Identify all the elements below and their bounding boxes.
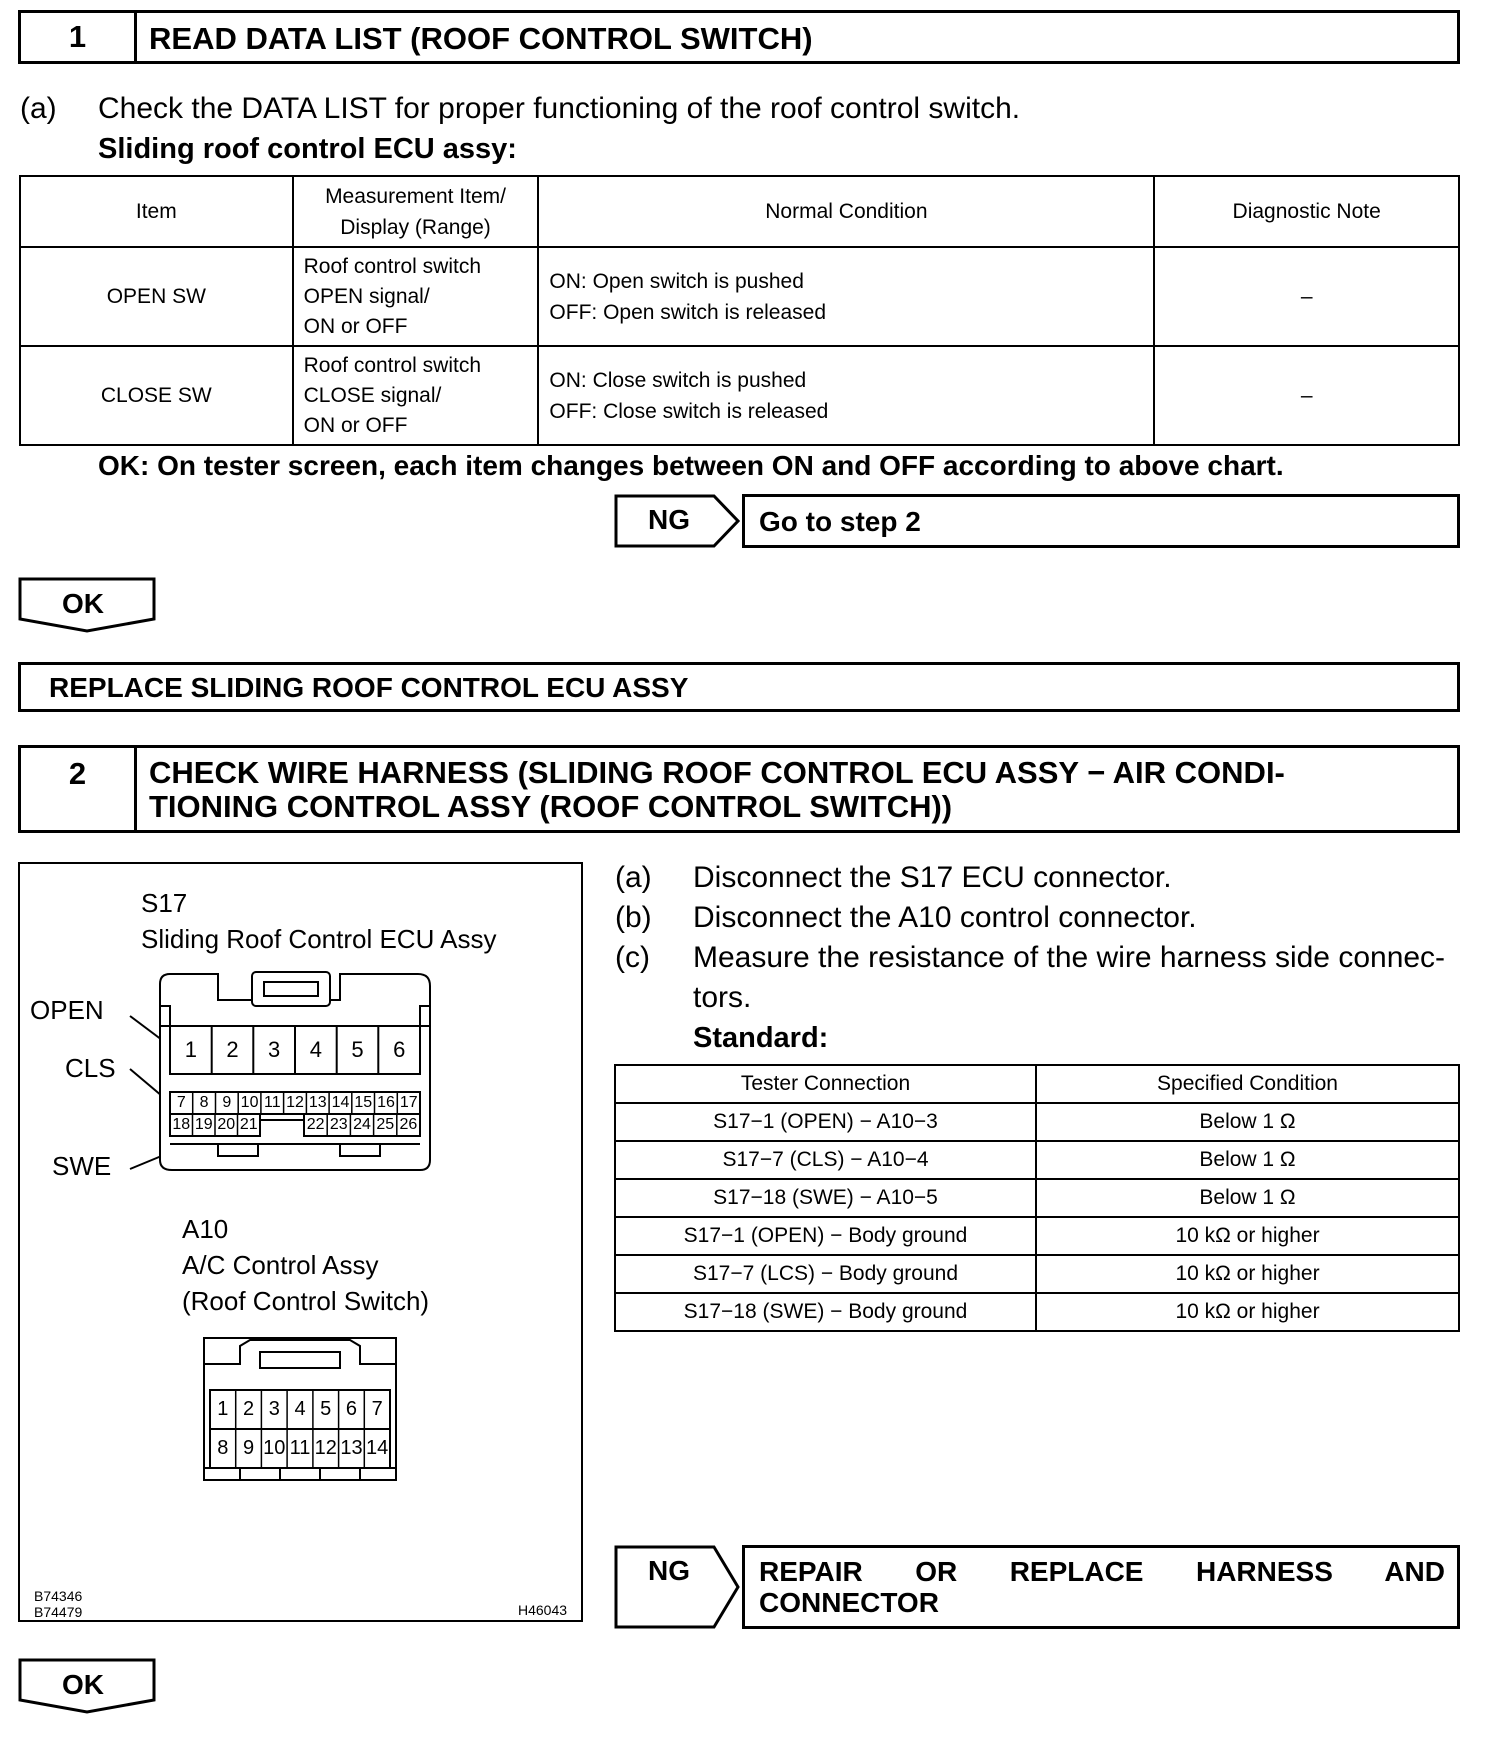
step1-title: READ DATA LIST (ROOF CONTROL SWITCH) bbox=[149, 21, 813, 56]
pin-number: 13 bbox=[308, 1094, 327, 1111]
pin-number: 22 bbox=[306, 1116, 325, 1133]
s17-connector bbox=[100, 964, 500, 1184]
pin-number: 20 bbox=[217, 1116, 236, 1133]
row-item: CLOSE SW bbox=[20, 346, 293, 445]
step2-title bbox=[149, 756, 1447, 824]
step2-ng-action bbox=[759, 1556, 1445, 1618]
step1-ng-action: Go to step 2 bbox=[759, 506, 921, 537]
row-measure-line2: CLOSE signal/ bbox=[303, 383, 442, 407]
step2-ng-action-line1: REPAIR OR REPLACE HARNESS AND bbox=[759, 1556, 1445, 1587]
step2-c-text-line1: Measure the resistance of the wire harness side connec- bbox=[693, 941, 1446, 974]
ref-code-2: B74479 bbox=[34, 1604, 83, 1620]
step1-ng-label: NG bbox=[648, 504, 690, 535]
row-condition: 10 kΩ or higher bbox=[1036, 1293, 1459, 1331]
row-item: OPEN SW bbox=[20, 247, 293, 346]
pin-number: 13 bbox=[340, 1437, 363, 1459]
row-condition bbox=[538, 346, 1154, 445]
row-condition: Below 1 Ω bbox=[1036, 1103, 1459, 1141]
step1-instruction: Check the DATA LIST for proper functioning of the roof control switch. bbox=[98, 92, 1021, 125]
row-measure-line1: Roof control switch bbox=[303, 353, 482, 377]
pin-number: 5 bbox=[320, 1398, 332, 1420]
pin-number: 4 bbox=[294, 1398, 306, 1420]
step2-header bbox=[18, 745, 1460, 833]
row-note: – bbox=[1154, 247, 1459, 346]
pin-label-cls: CLS bbox=[65, 1053, 116, 1083]
header-normal-condition: Normal Condition bbox=[538, 176, 1154, 247]
header-item: Item bbox=[20, 176, 293, 247]
row-connection: S17−1 (OPEN) − Body ground bbox=[615, 1217, 1036, 1255]
ref-code-3: H46043 bbox=[518, 1602, 568, 1618]
pin-number: 25 bbox=[376, 1116, 395, 1133]
pin-number: 11 bbox=[289, 1437, 311, 1459]
table-row bbox=[615, 1141, 1459, 1179]
a10-name-line1: A/C Control Assy bbox=[182, 1250, 379, 1280]
step2-a-label: (a) bbox=[615, 861, 652, 894]
step2-title-line2: TIONING CONTROL ASSY (ROOF CONTROL SWITCH)) bbox=[149, 789, 953, 824]
header-tester-connection: Tester Connection bbox=[615, 1065, 1036, 1103]
data-list-table bbox=[19, 175, 1460, 446]
replace-ecu-box[interactable] bbox=[18, 662, 1460, 712]
row-condition: 10 kΩ or higher bbox=[1036, 1255, 1459, 1293]
replace-ecu-text: REPLACE SLIDING ROOF CONTROL ECU ASSY bbox=[49, 672, 689, 703]
s17-code: S17 bbox=[141, 888, 188, 918]
pin-number: 7 bbox=[176, 1094, 186, 1111]
step2-a-text: Disconnect the S17 ECU connector. bbox=[693, 861, 1172, 894]
pin-number: 8 bbox=[217, 1437, 229, 1459]
pin-label-open: OPEN bbox=[30, 995, 104, 1025]
pin-number: 4 bbox=[309, 1037, 322, 1062]
row-measure-line2: OPEN signal/ bbox=[303, 284, 430, 308]
step1-subheading: Sliding roof control ECU assy: bbox=[98, 133, 517, 165]
step2-b-label: (b) bbox=[615, 901, 652, 934]
step1-instruction-label: (a) bbox=[20, 92, 57, 125]
table-row bbox=[615, 1103, 1459, 1141]
pin-number: 2 bbox=[226, 1037, 239, 1062]
pin-number: 10 bbox=[263, 1437, 286, 1459]
header-specified-condition: Specified Condition bbox=[1036, 1065, 1459, 1103]
a10-row1-pins bbox=[210, 1390, 390, 1429]
pin-number: 19 bbox=[194, 1116, 213, 1133]
row-connection: S17−7 (LCS) − Body ground bbox=[615, 1255, 1036, 1293]
pin-number: 10 bbox=[240, 1094, 259, 1111]
step2-ng-action-box[interactable] bbox=[742, 1545, 1460, 1629]
row-cond-line2: OFF: Open switch is released bbox=[549, 300, 827, 324]
connector-diagram bbox=[18, 862, 583, 1622]
pin-number: 12 bbox=[314, 1437, 337, 1459]
pin-number: 5 bbox=[351, 1037, 364, 1062]
step1-number: 1 bbox=[21, 13, 137, 61]
row-cond-line2: OFF: Close switch is released bbox=[549, 399, 829, 423]
row-measure-line3: ON or OFF bbox=[303, 314, 408, 338]
a10-row2-pins bbox=[210, 1429, 390, 1468]
pin-number: 17 bbox=[399, 1094, 418, 1111]
header-measurement-line1: Measurement Item/ bbox=[325, 184, 506, 208]
table-row bbox=[615, 1255, 1459, 1293]
s17-name: Sliding Roof Control ECU Assy bbox=[141, 924, 497, 954]
a10-name-line2: (Roof Control Switch) bbox=[182, 1286, 430, 1316]
step1-ok-label: OK bbox=[62, 588, 104, 619]
header-measurement-line2: Display (Range) bbox=[340, 215, 491, 239]
step2-c-text-line2: tors. bbox=[693, 981, 752, 1014]
row-condition: Below 1 Ω bbox=[1036, 1179, 1459, 1217]
pin-label-swe: SWE bbox=[52, 1151, 112, 1181]
standard-label: Standard: bbox=[693, 1022, 829, 1054]
header-measurement bbox=[293, 176, 539, 247]
table-row bbox=[20, 247, 1459, 346]
pin-number: 11 bbox=[264, 1094, 281, 1111]
step2-c-label: (c) bbox=[615, 941, 650, 974]
step1-header bbox=[18, 10, 1460, 64]
s17-row1-pins bbox=[170, 1026, 420, 1074]
table-header-row bbox=[615, 1065, 1459, 1103]
row-measure-line1: Roof control switch bbox=[303, 254, 482, 278]
s17-row2-pins bbox=[170, 1092, 420, 1114]
row-cond-line1: ON: Close switch is pushed bbox=[549, 368, 807, 392]
step2-ok-label: OK bbox=[62, 1669, 104, 1700]
resistance-table bbox=[614, 1064, 1460, 1332]
pin-number: 7 bbox=[371, 1398, 383, 1420]
row-connection: S17−1 (OPEN) − A10−3 bbox=[615, 1103, 1036, 1141]
row-cond-line1: ON: Open switch is pushed bbox=[549, 269, 804, 293]
table-row bbox=[20, 346, 1459, 445]
pin-number: 24 bbox=[353, 1116, 371, 1133]
table-header-row bbox=[20, 176, 1459, 247]
row-condition bbox=[538, 247, 1154, 346]
a10-code: A10 bbox=[182, 1214, 229, 1244]
table-row bbox=[615, 1217, 1459, 1255]
pin-number: 14 bbox=[366, 1437, 389, 1459]
row-note: – bbox=[1154, 346, 1459, 445]
pin-number: 12 bbox=[286, 1094, 304, 1111]
pin-number: 3 bbox=[268, 1398, 280, 1420]
table-row bbox=[615, 1179, 1459, 1217]
pin-number: 16 bbox=[377, 1094, 395, 1111]
pin-number: 8 bbox=[199, 1094, 209, 1111]
pin-number: 26 bbox=[399, 1116, 418, 1133]
step2-title-line1: CHECK WIRE HARNESS (SLIDING ROOF CONTROL ECU ASSY − AIR CONDI- bbox=[149, 755, 1285, 790]
s17-row3-pins-right bbox=[304, 1114, 420, 1136]
row-measurement bbox=[293, 247, 539, 346]
row-measurement bbox=[293, 346, 539, 445]
pin-number: 9 bbox=[222, 1094, 232, 1111]
ref-code-1: B74346 bbox=[34, 1588, 83, 1604]
pin-number: 14 bbox=[331, 1094, 350, 1111]
row-condition: 10 kΩ or higher bbox=[1036, 1217, 1459, 1255]
pin-number: 2 bbox=[243, 1398, 255, 1420]
step2-ng-label: NG bbox=[648, 1555, 690, 1586]
pin-number: 1 bbox=[184, 1037, 197, 1062]
pin-number: 6 bbox=[345, 1398, 358, 1420]
header-diagnostic-note: Diagnostic Note bbox=[1154, 176, 1459, 247]
pin-number: 9 bbox=[243, 1437, 255, 1459]
pin-number: 23 bbox=[329, 1116, 348, 1133]
row-connection: S17−18 (SWE) − A10−5 bbox=[615, 1179, 1036, 1217]
step1-ok-criteria: OK: On tester screen, each item changes between ON and OFF according to above chart. bbox=[98, 450, 1284, 481]
row-condition: Below 1 Ω bbox=[1036, 1141, 1459, 1179]
step2-number: 2 bbox=[21, 748, 137, 830]
row-connection: S17−18 (SWE) − Body ground bbox=[615, 1293, 1036, 1331]
pin-number: 6 bbox=[393, 1037, 406, 1062]
step2-ng-action-line2: CONNECTOR bbox=[759, 1587, 939, 1618]
pin-number: 18 bbox=[172, 1116, 191, 1133]
pin-number: 1 bbox=[217, 1398, 229, 1420]
table-row bbox=[615, 1293, 1459, 1331]
step2-b-text: Disconnect the A10 control connector. bbox=[693, 901, 1197, 934]
step1-ng-action-box[interactable] bbox=[742, 494, 1460, 548]
row-measure-line3: ON or OFF bbox=[303, 413, 408, 437]
row-connection: S17−7 (CLS) − A10−4 bbox=[615, 1141, 1036, 1179]
s17-row3-pins-left bbox=[170, 1114, 260, 1136]
pin-number: 3 bbox=[268, 1037, 281, 1062]
pin-number: 21 bbox=[239, 1116, 258, 1133]
pin-number: 15 bbox=[354, 1094, 373, 1111]
